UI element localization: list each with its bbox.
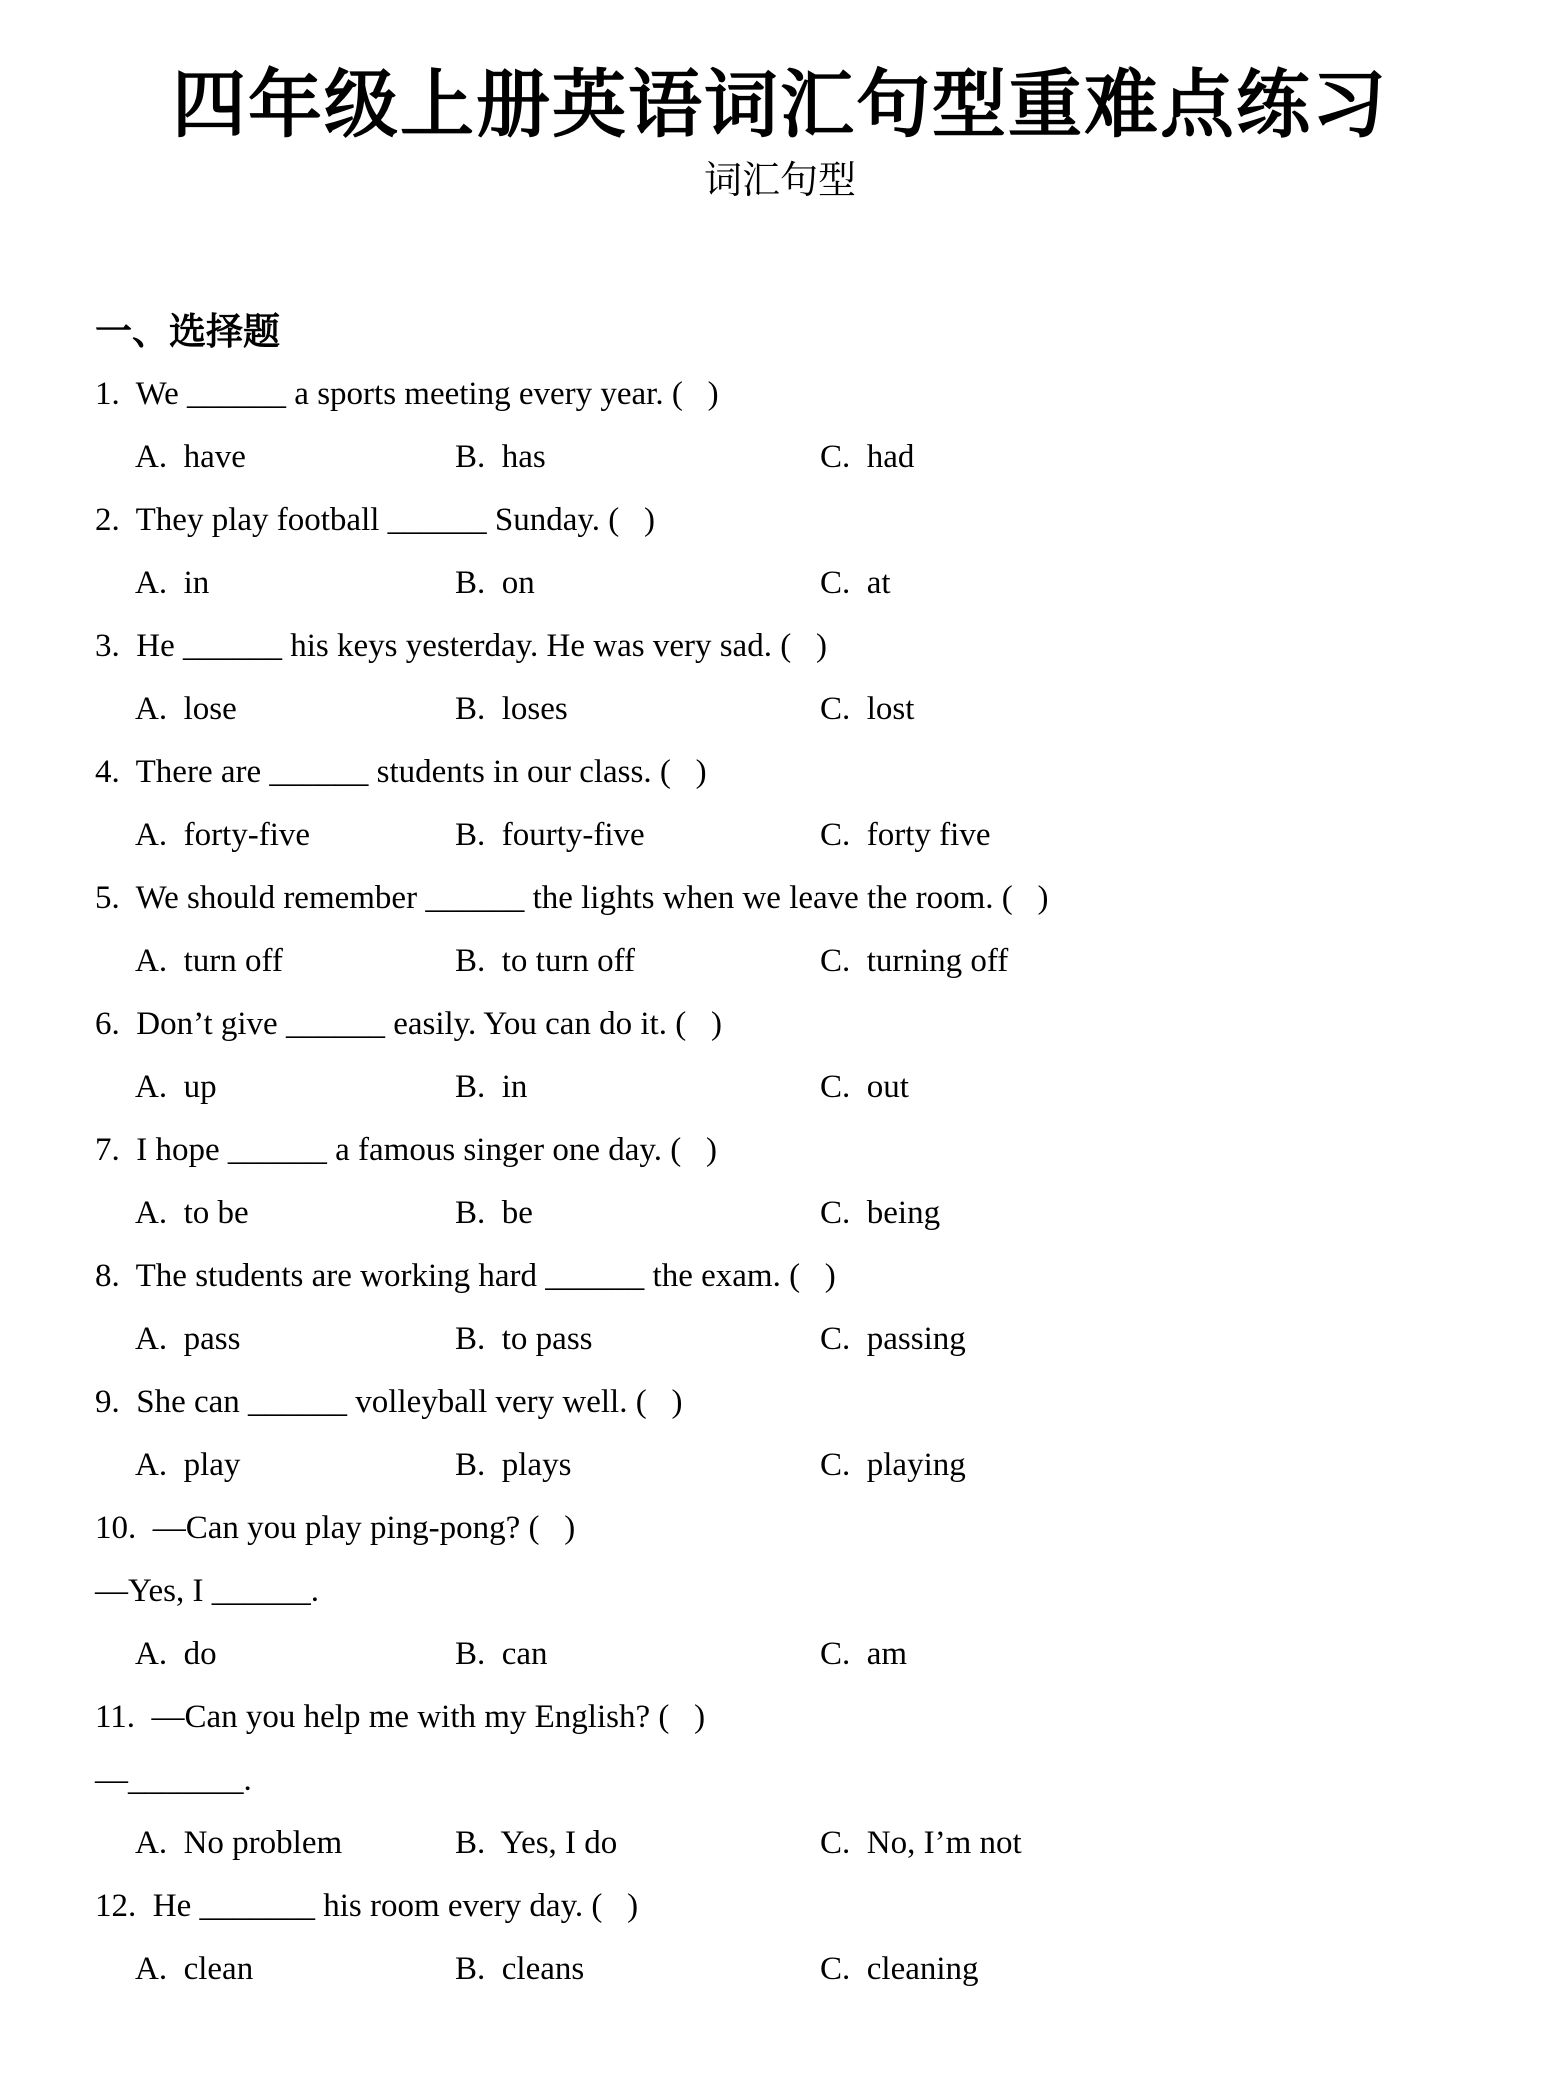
question-7-option-b: B. be — [455, 1195, 533, 1231]
question-6-option-a: A. up — [135, 1069, 217, 1105]
question-11-answer-line: —_______. — [95, 1762, 252, 1798]
question-10-option-b: B. can — [455, 1636, 548, 1672]
question-7-option-c: C. being — [820, 1195, 941, 1231]
question-6-option-b: B. in — [455, 1069, 528, 1105]
question-7-options — [95, 1182, 1465, 1245]
question-4-option-c: C. forty five — [820, 817, 991, 853]
question-11-option-c: C. No, I’m not — [820, 1825, 1022, 1861]
question-1-option-c: C. had — [820, 439, 915, 475]
question-9-options — [95, 1434, 1465, 1497]
question-12-option-b: B. cleans — [455, 1951, 585, 1987]
question-10-option-c: C. am — [820, 1636, 908, 1672]
question-2-option-a: A. in — [135, 565, 210, 601]
question-3-option-a: A. lose — [135, 691, 237, 727]
question-9-text: 9. She can ______ volleyball very well. ( ) — [95, 1384, 683, 1420]
question-6-option-c: C. out — [820, 1069, 909, 1105]
question-3-option-b: B. loses — [455, 691, 568, 727]
question-3-option-c: C. lost — [820, 691, 915, 727]
question-12-option-c: C. cleaning — [820, 1951, 979, 1987]
question-8-text: 8. The students are working hard ______ the exam. ( ) — [95, 1258, 836, 1294]
question-12-option-a: A. clean — [135, 1951, 254, 1987]
question-8-options — [95, 1308, 1465, 1371]
page-title: 四年级上册英语词汇句型重难点练习 — [172, 63, 1388, 146]
question-4-option-b: B. fourty-five — [455, 817, 645, 853]
question-10-options — [95, 1623, 1465, 1686]
question-4-text: 4. There are ______ students in our class. ( ) — [95, 754, 707, 790]
question-8-option-b: B. to pass — [455, 1321, 593, 1357]
section-header: 一、选择题 — [95, 311, 280, 352]
question-10-text: 10. —Can you play ping-pong? ( ) — [95, 1510, 576, 1546]
question-11-options — [95, 1812, 1465, 1875]
question-5-option-b: B. to turn off — [455, 943, 635, 979]
question-3-text: 3. He ______ his keys yesterday. He was very sad. ( ) — [95, 628, 827, 664]
question-2-text: 2. They play football ______ Sunday. ( ) — [95, 502, 656, 538]
question-4-options — [95, 804, 1465, 867]
question-2-option-c: C. at — [820, 565, 891, 601]
question-7-option-a: A. to be — [135, 1195, 249, 1231]
question-11-option-b: B. Yes, I do — [455, 1825, 618, 1861]
question-1-option-a: A. have — [135, 439, 246, 475]
question-10-answer-line: —Yes, I ______. — [95, 1573, 320, 1609]
page-subtitle: 词汇句型 — [703, 160, 856, 202]
question-5-text: 5. We should remember ______ the lights when we leave the room. ( ) — [95, 880, 1049, 916]
question-1-option-b: B. has — [455, 439, 546, 475]
question-10-option-a: A. do — [135, 1636, 217, 1672]
question-3-options — [95, 678, 1465, 741]
question-1-options — [95, 426, 1465, 489]
question-11-text: 11. —Can you help me with my English? ( ) — [95, 1699, 706, 1735]
question-4-option-a: A. forty-five — [135, 817, 311, 853]
question-11-option-a: A. No problem — [135, 1825, 343, 1861]
question-8-option-c: C. passing — [820, 1321, 966, 1357]
question-5-option-c: C. turning off — [820, 943, 1009, 979]
question-5-options — [95, 930, 1465, 993]
question-7-text: 7. I hope ______ a famous singer one day. ( ) — [95, 1132, 717, 1168]
question-12-text: 12. He _______ his room every day. ( ) — [95, 1888, 639, 1924]
question-2-options — [95, 552, 1465, 615]
worksheet-body — [0, 300, 1560, 2001]
question-12-options — [95, 1938, 1465, 2001]
question-9-option-a: A. play — [135, 1447, 241, 1483]
question-6-options — [95, 1056, 1465, 1119]
question-6-text: 6. Don’t give ______ easily. You can do it. ( ) — [95, 1006, 722, 1042]
question-8-option-a: A. pass — [135, 1321, 241, 1357]
question-1-text: 1. We ______ a sports meeting every year. ( ) — [95, 376, 719, 412]
question-2-option-b: B. on — [455, 565, 535, 601]
question-9-option-b: B. plays — [455, 1447, 572, 1483]
question-5-option-a: A. turn off — [135, 943, 283, 979]
question-9-option-c: C. playing — [820, 1447, 966, 1483]
